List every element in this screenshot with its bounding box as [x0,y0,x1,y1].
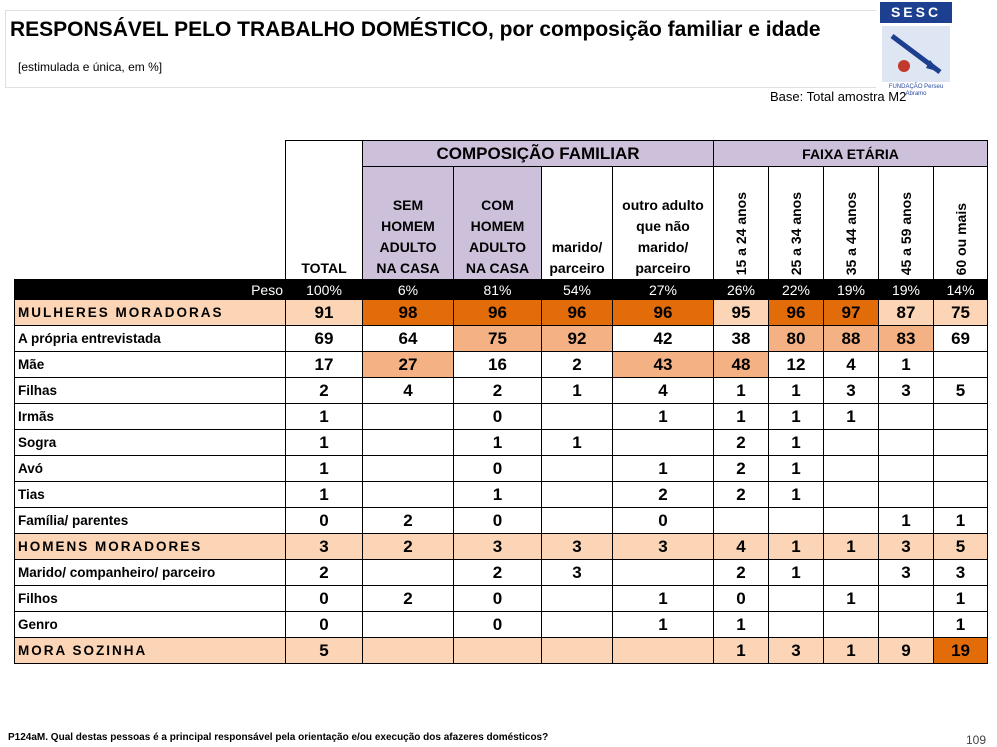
table-cell: 1 [714,378,769,404]
row-label: A própria entrevistada [15,326,286,352]
corner-blank [15,141,286,167]
peso-value: 19% [879,280,934,300]
table-row [15,612,988,638]
table-cell [542,612,613,638]
table-cell [934,430,988,456]
table-cell: 4 [824,352,879,378]
table-cell: 2 [363,534,454,560]
table-cell: 1 [613,456,714,482]
table-row [15,534,988,560]
table-cell [934,482,988,508]
table-cell: 69 [286,326,363,352]
age-label: 25 a 34 anos [788,191,804,275]
row-label: Família/ parentes [15,508,286,534]
table-cell [454,638,542,664]
table-cell: 1 [286,404,363,430]
table-cell: 87 [879,300,934,326]
table-cell [363,430,454,456]
table-cell: 3 [454,534,542,560]
table-cell: 43 [613,352,714,378]
header-line: NA CASA [465,260,530,276]
table-cell: 1 [613,586,714,612]
header-com-homem [454,167,542,280]
table-cell: 3 [769,638,824,664]
peso-label: Peso [15,280,286,300]
row-label: MORA SOZINHA [15,638,286,664]
table-cell [824,560,879,586]
row-label: HOMENS MORADORES [15,534,286,560]
table-cell [879,482,934,508]
table-row [15,404,988,430]
table-cell: 4 [714,534,769,560]
table-cell: 0 [454,456,542,482]
table-cell: 1 [769,378,824,404]
table-cell: 3 [879,560,934,586]
table-cell: 38 [714,326,769,352]
header-line: marido/ [551,239,603,255]
header-faixa-etaria: FAIXA ETÁRIA [714,141,988,167]
table-cell [613,430,714,456]
header-line: que não [636,218,690,234]
table-cell [879,404,934,430]
table-cell: 1 [769,482,824,508]
peso-value: 6% [363,280,454,300]
table-cell [769,586,824,612]
table-row [15,456,988,482]
table-cell: 3 [879,534,934,560]
header-age-60 [934,167,988,280]
table-cell: 1 [714,404,769,430]
table-cell: 3 [613,534,714,560]
table-cell: 0 [454,612,542,638]
table-cell: 3 [286,534,363,560]
table-row [15,586,988,612]
table-cell: 1 [769,404,824,430]
table-cell: 0 [286,508,363,534]
table-cell: 1 [286,430,363,456]
table-cell [769,508,824,534]
table-cell [824,612,879,638]
header-line: parceiro [635,260,691,276]
table-cell [363,560,454,586]
table-cell: 1 [613,612,714,638]
row-label: Filhos [15,586,286,612]
table-cell: 3 [824,378,879,404]
header-total [286,141,363,280]
table-cell: 75 [454,326,542,352]
table-cell [879,612,934,638]
header-total-label: TOTAL [301,260,347,276]
peso-value: 81% [454,280,542,300]
table-cell: 0 [454,404,542,430]
table-cell [824,508,879,534]
table-cell: 4 [613,378,714,404]
header-sem-homem [363,167,454,280]
fundacao-emblem-icon [882,26,950,82]
header-outro-adulto [613,167,714,280]
table-cell: 27 [363,352,454,378]
table-cell: 5 [934,378,988,404]
table-cell: 1 [934,586,988,612]
table-cell: 1 [769,560,824,586]
table-cell [714,508,769,534]
table-row [15,638,988,664]
sesc-logo [880,0,952,100]
table-cell: 1 [286,456,363,482]
page-title: RESPONSÁVEL PELO TRABALHO DOMÉSTICO, por composição familiar e idade [10,18,821,41]
row-label: Irmãs [15,404,286,430]
row-label: Avó [15,456,286,482]
table-cell: 1 [769,456,824,482]
table-cell: 75 [934,300,988,326]
table-cell: 1 [824,534,879,560]
table-cell: 95 [714,300,769,326]
table-cell [542,456,613,482]
table-cell: 96 [769,300,824,326]
table-cell: 48 [714,352,769,378]
header-line: ADULTO [379,239,437,255]
table-cell: 1 [714,638,769,664]
table-cell: 1 [769,534,824,560]
table-cell: 0 [454,586,542,612]
table-cell [542,404,613,430]
table-cell: 5 [286,638,363,664]
row-label: Genro [15,612,286,638]
table-cell [769,612,824,638]
question-footnote: P124aM. Qual destas pessoas é a principal responsável pela orientação e/ou execução dos afazeres domésticos? [8,732,549,743]
table-cell: 3 [542,534,613,560]
table-cell: 0 [454,508,542,534]
age-label: 15 a 24 anos [733,191,749,275]
table-cell: 1 [879,508,934,534]
table-row [15,508,988,534]
age-label: 45 a 59 anos [898,191,914,275]
table-cell: 2 [613,482,714,508]
table-cell [934,456,988,482]
table-cell: 19 [934,638,988,664]
peso-value: 19% [824,280,879,300]
header-marido-parceiro [542,167,613,280]
row-label: Tias [15,482,286,508]
header-line: NA CASA [376,260,440,276]
header-line: outro adulto [622,197,704,213]
table-cell: 2 [714,560,769,586]
table-cell [363,456,454,482]
table-cell [879,456,934,482]
row-label: Filhas [15,378,286,404]
table-cell [363,482,454,508]
header-age-15-24 [714,167,769,280]
table-row [15,326,988,352]
table-cell: 96 [613,300,714,326]
table-cell [879,586,934,612]
page-subtitle: [estimulada e única, em %] [18,60,163,74]
table-cell: 17 [286,352,363,378]
table-cell: 2 [714,456,769,482]
age-label: 60 ou mais [952,202,969,275]
table-cell [542,638,613,664]
header-line: SEM [392,197,424,213]
table-cell: 0 [714,586,769,612]
table-cell: 0 [286,612,363,638]
peso-value: 22% [769,280,824,300]
table-cell: 1 [769,430,824,456]
table-cell: 5 [934,534,988,560]
row-label: MULHERES MORADORAS [15,300,286,326]
table-cell [879,430,934,456]
table-cell: 80 [769,326,824,352]
row-label: Sogra [15,430,286,456]
table-cell: 12 [769,352,824,378]
table-cell: 3 [542,560,613,586]
table-cell: 1 [934,612,988,638]
table-cell [542,586,613,612]
table-cell: 92 [542,326,613,352]
table-cell: 2 [454,560,542,586]
row-label: Mãe [15,352,286,378]
table-cell: 2 [363,586,454,612]
header-line: HOMEM [381,218,435,234]
peso-value: 27% [613,280,714,300]
table-cell: 96 [542,300,613,326]
table-cell: 1 [879,352,934,378]
peso-value: 26% [714,280,769,300]
table-cell: 83 [879,326,934,352]
table-cell: 88 [824,326,879,352]
sesc-logo-text: SESC [880,2,952,23]
table-cell: 1 [542,378,613,404]
header-line: parceiro [549,260,605,276]
fundacao-text: FUNDAÇÃO Perseu Abramo [888,84,944,97]
table-cell [613,638,714,664]
table-cell: 16 [454,352,542,378]
table-row [15,300,988,326]
row-label: Marido/ companheiro/ parceiro [15,560,286,586]
table-body [15,300,988,664]
table-cell: 3 [879,378,934,404]
table-cell: 1 [542,430,613,456]
table-row [15,482,988,508]
table-cell: 2 [714,482,769,508]
table-cell: 1 [824,404,879,430]
table-cell: 2 [714,430,769,456]
peso-row [15,280,988,300]
page-number: 109 [966,733,987,747]
table-cell: 42 [613,326,714,352]
header-line: HOMEM [470,218,525,234]
results-table [14,140,988,664]
table-cell: 1 [824,586,879,612]
header-age-25-34 [769,167,824,280]
table-cell: 2 [286,560,363,586]
table-cell [363,638,454,664]
table-cell: 97 [824,300,879,326]
table-cell [542,508,613,534]
base-note: Base: Total amostra M2 [770,89,907,104]
table-cell [824,430,879,456]
table-cell [824,482,879,508]
table-cell: 4 [363,378,454,404]
table-cell: 1 [934,508,988,534]
header-line: COM [481,197,514,213]
header-age-45-59 [879,167,934,280]
table-cell [613,560,714,586]
age-label: 35 a 44 anos [843,191,859,275]
header-line: marido/ [637,239,689,255]
table-cell: 98 [363,300,454,326]
table-row [15,560,988,586]
table-cell: 2 [542,352,613,378]
table-cell: 1 [454,430,542,456]
table-cell: 2 [286,378,363,404]
table-cell [934,404,988,430]
table-row [15,378,988,404]
table-cell: 0 [613,508,714,534]
header-age-35-44 [824,167,879,280]
table-cell: 1 [613,404,714,430]
table-cell: 96 [454,300,542,326]
table-cell [363,612,454,638]
table-cell: 69 [934,326,988,352]
table-cell: 64 [363,326,454,352]
corner-blank-2 [15,167,286,280]
table-cell: 1 [824,638,879,664]
peso-value: 100% [286,280,363,300]
peso-value: 54% [542,280,613,300]
table-cell: 9 [879,638,934,664]
header-composicao-familiar: COMPOSIÇÃO FAMILIAR [363,141,714,167]
table-cell: 91 [286,300,363,326]
table-cell: 2 [454,378,542,404]
header-line: ADULTO [468,239,527,255]
table-cell: 2 [363,508,454,534]
table-cell: 0 [286,586,363,612]
table-cell [824,456,879,482]
table-cell [363,404,454,430]
peso-value: 14% [934,280,988,300]
table-cell: 1 [454,482,542,508]
table-row [15,430,988,456]
table-cell: 1 [286,482,363,508]
table-cell: 3 [934,560,988,586]
table-row [15,352,988,378]
table-cell [934,352,988,378]
table-cell [542,482,613,508]
table-cell: 1 [714,612,769,638]
